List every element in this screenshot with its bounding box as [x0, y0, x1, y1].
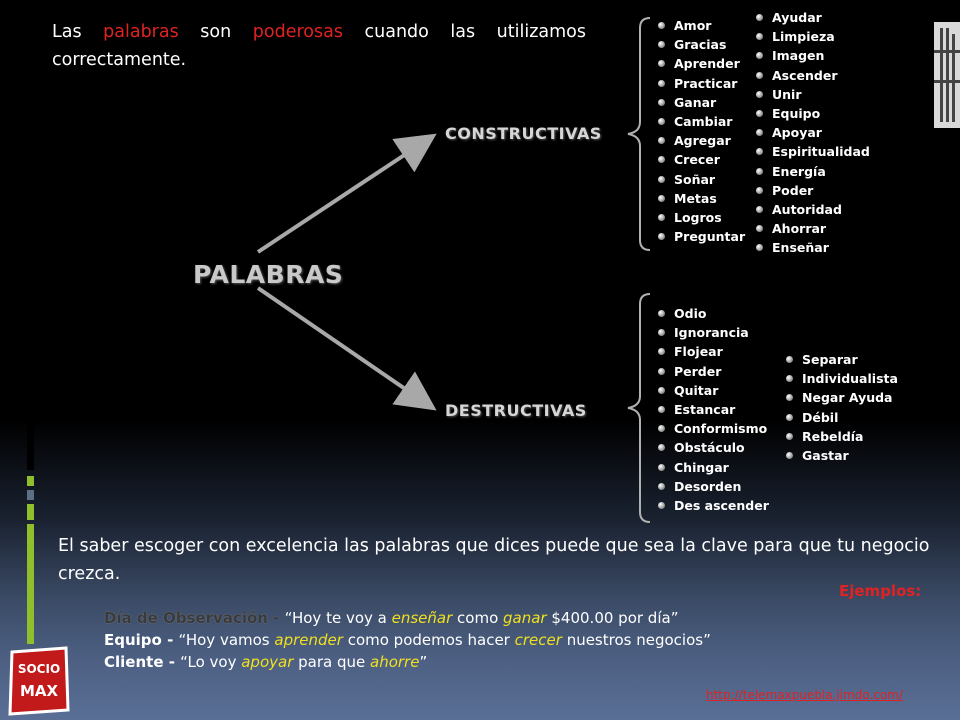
intro-text: son [178, 22, 253, 42]
word-item: Perder [658, 362, 769, 381]
destructive-words-list-1 [658, 304, 769, 515]
word-item: Poder [756, 181, 870, 200]
word-item: Imagen [756, 46, 870, 65]
word-item: Espiritualidad [756, 142, 870, 161]
word-item: Crecer [658, 150, 745, 169]
word-item: Odio [658, 304, 769, 323]
example-line [104, 607, 711, 629]
destructive-heading: DESTRUCTIVAS [445, 401, 587, 420]
constructive-words-list-1 [658, 16, 745, 246]
example-emphasis: enseñar [391, 609, 453, 627]
word-item: Des ascender [658, 496, 769, 515]
example-label: Cliente - [104, 653, 181, 671]
example-text: nuestros negocios” [561, 631, 711, 649]
word-item: Individualista [786, 369, 898, 388]
word-item: Equipo [756, 104, 870, 123]
word-item: Ayudar [756, 8, 870, 27]
summary-paragraph: El saber escoger con excelencia las palabras que dices puede que sea la clave para que tu negocio crezca. [58, 536, 930, 584]
socio-max-logo [8, 646, 70, 716]
word-item: Limpieza [756, 27, 870, 46]
example-text: “Lo voy [180, 653, 242, 671]
example-emphasis: ganar [503, 609, 547, 627]
examples-title: Ejemplos: [839, 582, 922, 600]
word-item: Gastar [786, 446, 898, 465]
arrow-to-destructivas [258, 288, 430, 406]
word-item: Soñar [658, 170, 745, 189]
website-link[interactable]: http://telemaxpuebla.jimdo.com/ [706, 688, 904, 702]
word-item: Energía [756, 162, 870, 181]
example-text: $400.00 por día” [546, 609, 679, 627]
arrow-to-constructivas [258, 138, 430, 252]
word-item: Ahorrar [756, 219, 870, 238]
example-text: para que [293, 653, 371, 671]
logo-text-max: MAX [19, 682, 59, 700]
constructive-words-list-2 [756, 8, 870, 257]
destructive-words-list-2 [786, 350, 898, 465]
word-item: Ignorancia [658, 323, 769, 342]
example-emphasis: aprender [274, 631, 343, 649]
example-label: Día de Observación - [104, 609, 285, 627]
example-text: como [452, 609, 504, 627]
word-item: Apoyar [756, 123, 870, 142]
word-item: Practicar [658, 74, 745, 93]
example-label: Equipo - [104, 631, 179, 649]
word-item: Ganar [658, 93, 745, 112]
intro-highlight-word: palabras [103, 22, 179, 42]
word-item: Agregar [658, 131, 745, 150]
logo-text-socio: SOCIO [17, 662, 61, 676]
example-text: como podemos hacer [342, 631, 515, 649]
word-item: Negar Ayuda [786, 388, 898, 407]
word-item: Logros [658, 208, 745, 227]
main-heading: PALABRAS [193, 260, 344, 289]
word-item: Amor [658, 16, 745, 35]
word-item: Cambiar [658, 112, 745, 131]
constructive-heading: CONSTRUCTIVAS [445, 124, 602, 143]
word-item: Enseñar [756, 238, 870, 257]
brace-destructivas [628, 294, 650, 522]
intro-text: Las [52, 22, 104, 42]
example-emphasis: apoyar [241, 653, 294, 671]
example-text: “Hoy vamos [178, 631, 275, 649]
examples-block [104, 607, 711, 673]
word-item: Gracias [658, 35, 745, 54]
example-text: ” [419, 653, 428, 671]
word-item: Autoridad [756, 200, 870, 219]
word-item: Preguntar [658, 227, 745, 246]
word-item: Ascender [756, 66, 870, 85]
example-line [104, 629, 711, 651]
word-item: Quitar [658, 381, 769, 400]
brace-constructivas [628, 18, 650, 250]
word-item: Chingar [658, 458, 769, 477]
word-item: Obstáculo [658, 438, 769, 457]
example-emphasis: ahorre [370, 653, 420, 671]
word-item: Unir [756, 85, 870, 104]
word-item: Desorden [658, 477, 769, 496]
word-item: Débil [786, 408, 898, 427]
word-item: Conformismo [658, 419, 769, 438]
word-item: Estancar [658, 400, 769, 419]
example-line [104, 651, 711, 673]
intro-highlight-word: poderosas [252, 22, 343, 42]
word-item: Aprender [658, 54, 745, 73]
example-emphasis: crecer [514, 631, 562, 649]
word-item: Flojear [658, 342, 769, 361]
word-item: Rebeldía [786, 427, 898, 446]
intro-text: cuando las utilizamos correctamente. [52, 22, 587, 70]
word-item: Metas [658, 189, 745, 208]
example-text: “Hoy te voy a [284, 609, 392, 627]
word-item: Separar [786, 350, 898, 369]
